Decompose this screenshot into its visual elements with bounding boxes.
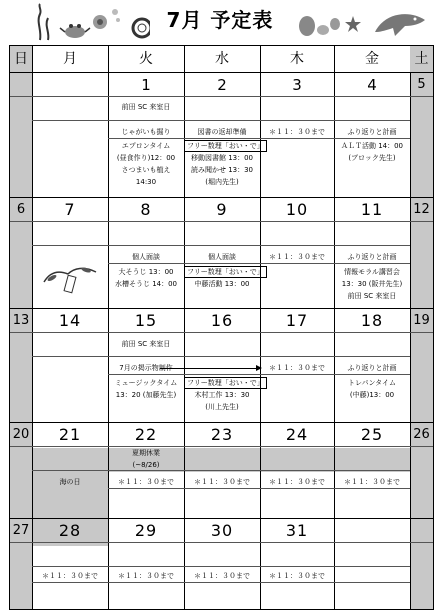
sea-creatures-illustration-left	[30, 2, 150, 42]
date-9: 9	[216, 200, 228, 219]
w3-fri-block: トレパンタイム (中藤)13：00	[347, 379, 397, 399]
date-21: 21	[58, 425, 82, 444]
w3-tue-line: 7月の掲示物制作	[119, 364, 173, 372]
w1-fri-line: ふり返りと計画	[347, 128, 397, 136]
date-19: 19	[413, 313, 430, 328]
date-27: 27	[12, 523, 30, 538]
w4-tue-top: 夏期休業 (~8/26)	[132, 449, 160, 469]
date-6: 6	[16, 202, 26, 217]
date-2: 2	[217, 76, 227, 94]
w4-thu-time: ＊１１：３０まで	[269, 478, 325, 486]
weekday-fri: 金	[365, 51, 379, 67]
w5-mon-time: ＊１１：３０まで	[42, 572, 98, 580]
tanabata-decoration-icon	[40, 258, 100, 298]
w4-wed-time: ＊１１：３０まで	[194, 478, 250, 486]
date-31: 31	[285, 521, 309, 540]
w5-wed-time: ＊１１：３０まで	[194, 572, 250, 580]
weekday-wed: 水	[215, 51, 229, 67]
date-18: 18	[360, 311, 384, 330]
w1-tue-top: 前田 SC 来室日	[121, 103, 171, 111]
date-16: 16	[210, 311, 234, 330]
date-7: 7	[64, 200, 76, 219]
week4-date-shade-mon	[32, 448, 108, 472]
w4-fri-time: ＊１１：３０まで	[344, 478, 400, 486]
calendar-grid	[9, 45, 434, 610]
date-25: 25	[360, 425, 384, 444]
w1-tue-line: じゃがいも掘り	[121, 128, 171, 136]
date-13: 13	[12, 313, 30, 328]
date-30: 30	[210, 521, 234, 540]
w4-tue-time: ＊１１：３０まで	[118, 478, 174, 486]
w3-tue-block: ミュージックタイム 13：20 (加藤先生)	[114, 379, 178, 399]
date-22: 22	[134, 425, 158, 444]
w2-thu-line: ＊１１：３０まで	[269, 253, 325, 261]
weekday-thu: 木	[290, 51, 304, 67]
w1-wed-block: フリー数理「おい・で」 移動図書館 13：00 読み聞かせ 13：30 (堀内先生)	[184, 140, 260, 188]
date-12: 12	[413, 202, 430, 217]
date-28: 28	[58, 521, 82, 540]
date-5: 5	[417, 77, 426, 92]
w2-tue-line: 個人面談	[132, 253, 160, 261]
w3-tue-top: 前田 SC 来室日	[121, 340, 171, 348]
date-26: 26	[413, 427, 430, 442]
date-17: 17	[285, 311, 309, 330]
date-20: 20	[12, 427, 30, 442]
w5-thu-time: ＊１１：３０まで	[269, 572, 325, 580]
w2-wed-block: フリー数理「おい・で」 中藤活動 13：00	[184, 266, 260, 290]
weekday-sun: 日	[10, 46, 32, 72]
weekday-mon: 月	[63, 51, 77, 67]
date-24: 24	[285, 425, 309, 444]
w2-fri-block: 情報モラル講習会 13：30 (阪井先生) 前田 SC 来室日	[341, 268, 403, 300]
w4-mon-holiday: 海の日	[59, 478, 81, 486]
w3-wed-block: フリー数理「おい・で」 木村工作 13：30 (川上先生)	[184, 377, 260, 413]
w1-wed-line: 図書の返却準備	[197, 128, 247, 136]
w3-fri-line: ふり返りと計画	[347, 364, 397, 372]
date-8: 8	[140, 200, 152, 219]
date-11: 11	[360, 200, 384, 219]
sea-creatures-illustration-right	[295, 2, 435, 42]
date-15: 15	[134, 311, 158, 330]
w1-tue-block: エプロンタイム (昼食作り)12：00 さつまいも植え 14:30	[116, 142, 176, 186]
w3-thu-line: ＊１１：３０まで	[269, 364, 325, 372]
w2-wed-line: 個人面談	[208, 253, 236, 261]
weekday-tue: 火	[139, 51, 153, 67]
w1-thu-line: ＊１１：３０まで	[269, 128, 325, 136]
date-14: 14	[58, 311, 82, 330]
date-3: 3	[292, 76, 302, 94]
w1-fri-block: ＡＬＴ活動 14：00 (ブロック先生)	[340, 142, 404, 162]
date-1: 1	[141, 76, 151, 94]
w2-fri-line: ふり返りと計画	[347, 253, 397, 261]
w5-tue-time: ＊１１：３０まで	[118, 572, 174, 580]
date-10: 10	[285, 200, 309, 219]
w3-arrow-line	[160, 368, 256, 369]
weekday-sat: 土	[410, 46, 433, 72]
date-29: 29	[134, 521, 158, 540]
saturday-column-shade	[410, 72, 433, 609]
w2-tue-block: 大そうじ 13：00 水槽そうじ 14：00	[114, 268, 178, 288]
date-4: 4	[367, 76, 377, 94]
date-23: 23	[210, 425, 234, 444]
page-title: 7月 予定表	[166, 8, 274, 32]
